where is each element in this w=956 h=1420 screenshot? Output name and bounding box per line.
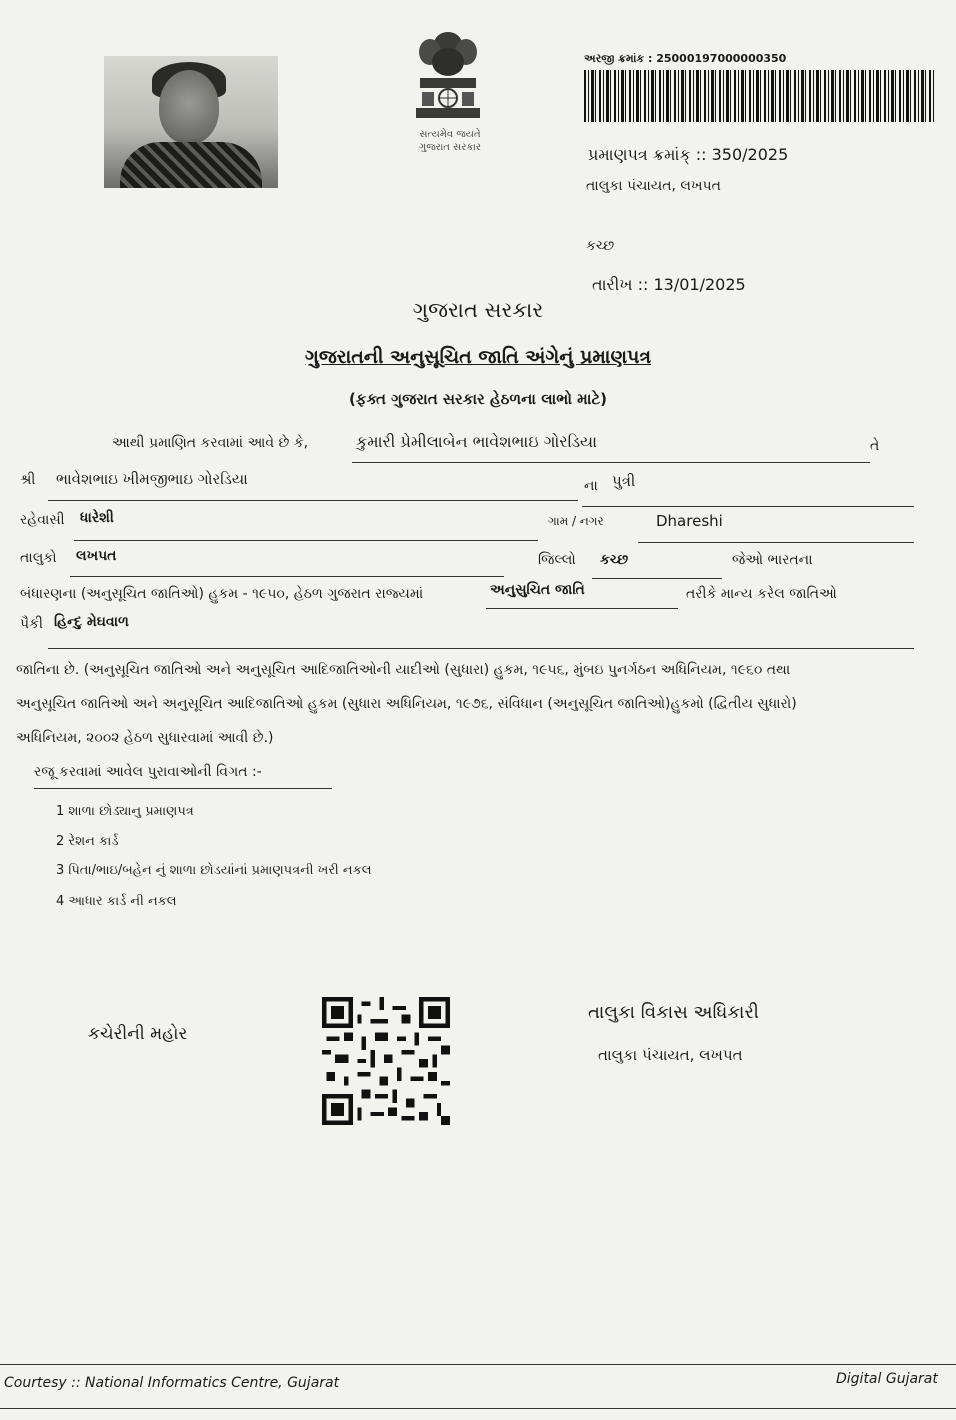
constitution-text: બંધારણના (અનુસૂચિત જાતિઓ) હુકમ - ૧૯૫૦, હેઠળ ગુજરાત રાજ્યમાં xyxy=(20,586,424,602)
relation-value: પુત્રી xyxy=(612,472,636,490)
father-name: ભાવેશભાઇ ખીમજીભાઇ ગોરડિયા xyxy=(56,470,248,488)
certificate-number: પ્રમાણપત્ર ક્રમાંક્ :: 350/2025 xyxy=(588,145,789,164)
qr-code xyxy=(322,996,450,1126)
paiki-text: પૈકી xyxy=(20,616,43,632)
evidence-heading: રજૂ કરવામાં આવેલ પુરાવાઓની વિગત :- xyxy=(34,764,262,780)
evidence-item-2: 2 રેશન કાર્ડ xyxy=(56,834,119,849)
district-value: કચ્છ xyxy=(600,552,629,568)
header-district: કચ્છ xyxy=(586,238,615,254)
relation-underline xyxy=(582,506,914,507)
issue-date: તારીખ :: 13/01/2025 xyxy=(592,275,746,294)
applicant-name-underline xyxy=(352,462,870,463)
national-emblem-icon xyxy=(406,26,490,126)
footer-courtesy: Courtesy :: National Informatics Centre, Gujarat xyxy=(4,1375,340,1391)
legal-para-line2: અનુસૂચિત જાતિઓ અને અનુસૂચિત આદિજાતિઓ હુકમ (સુધારા અધિનિયમ, ૧૯૭૬, સંવિધાન (અનુસૂચિત જાતિઓ)હુકમો (દ્વિતીય સુધારો) xyxy=(16,696,797,712)
na-text: ના xyxy=(584,478,598,494)
emblem-caption-line1: સત્યમેવ જયતે xyxy=(419,129,481,140)
certificate-subtitle: (ફક્ત ગુજરાત સરકાર હેઠળના લાભો માટે) xyxy=(348,390,608,408)
evidence-heading-underline xyxy=(34,788,332,789)
barcode xyxy=(584,70,936,122)
footer-top-rule xyxy=(0,1364,956,1365)
father-name-underline xyxy=(48,500,578,501)
evidence-item-1: 1 શાળા છોડ્યાનુ પ્રમાણપત્ર xyxy=(56,804,194,819)
taluka-underline xyxy=(70,576,504,577)
recognized-text: તરીકે માન્ય કરેલ જાતિઓ xyxy=(686,586,837,602)
taluka-value: લખપત xyxy=(76,548,117,564)
village-underline xyxy=(638,542,914,543)
intro-text: આથી પ્રમાણિત કરવામાં આવે છે કે, xyxy=(112,435,309,451)
officer-office: તાલુકા પંચાયત, લખપત xyxy=(598,1046,743,1064)
applicant-photo xyxy=(104,56,278,188)
caste-value: હિન્દુ મેઘવાળ xyxy=(54,614,129,630)
resident-underline xyxy=(74,540,538,541)
application-number: અરજી ક્રમાંક : 25000197000000350 xyxy=(584,52,787,65)
village-label: ગામ / નગર xyxy=(548,514,604,528)
evidence-item-4: 4 આધાર કાર્ડ ની નકલ xyxy=(56,894,177,909)
certificate-title: ગુજરાતની અનુસૂચિત જાતિ અંગેનું પ્રમાણપત્ર xyxy=(304,346,652,368)
district-underline xyxy=(592,578,722,579)
resident-label: રહેવાસી xyxy=(20,512,65,528)
legal-para-line3: અધિનિયમ, ૨૦૦૨ હેઠળ સુધારવામાં આવી છે.) xyxy=(16,730,274,746)
footer-bottom-rule xyxy=(0,1408,956,1409)
footer-digital-gujarat: Digital Gujarat xyxy=(836,1371,938,1387)
evidence-item-3: 3 પિતા/ભાઇ/બહેન નું શાળા છોડયાંનાં પ્રમાણપત્રની ખરી નકલ xyxy=(56,863,372,878)
photo-face xyxy=(159,70,219,144)
taluka-label: તાલુકો xyxy=(20,550,57,566)
emblem-caption xyxy=(395,128,505,154)
legal-para-line1: જાતિના છે. (અનુસૂચિત જાતિઓ અને અનુસૂચિત આદિજાતિઓની યાદીઓ (સુધારા) હુકમ, ૧૯૫૬, મુંબઇ પુનર્ગઠન અધિનિયમ, ૧૯૬૦ તથા xyxy=(16,662,791,678)
resident-value: ધારેશી xyxy=(80,510,114,526)
office-seal-label: કચેરીની મહોર xyxy=(88,1024,188,1044)
photo-body xyxy=(120,142,262,188)
applicant-name: કુમારી પ્રેમીલાબેન ભાવેશભાઇ ગોરડિયા xyxy=(356,432,598,451)
district-label: જિલ્લો xyxy=(538,552,576,568)
village-value: Dhareshi xyxy=(656,512,723,530)
jeo-bharatna-text: જેઓ ભારતના xyxy=(732,552,813,568)
category-value: અનુસુચિત જાતિ xyxy=(490,582,585,598)
officer-title: તાલુકા વિકાસ અધિકારી xyxy=(588,1002,759,1023)
category-underline xyxy=(486,608,678,609)
issuing-office: તાલુકા પંચાયત, લખપત xyxy=(586,178,721,194)
emblem-caption-line2: ગુજરાત સરકાર xyxy=(418,142,482,153)
te-text: તે xyxy=(870,438,880,454)
shri-text: શ્રી xyxy=(20,472,36,488)
government-title: ગુજરાત સરકાર xyxy=(412,298,544,322)
caste-underline xyxy=(48,648,914,649)
